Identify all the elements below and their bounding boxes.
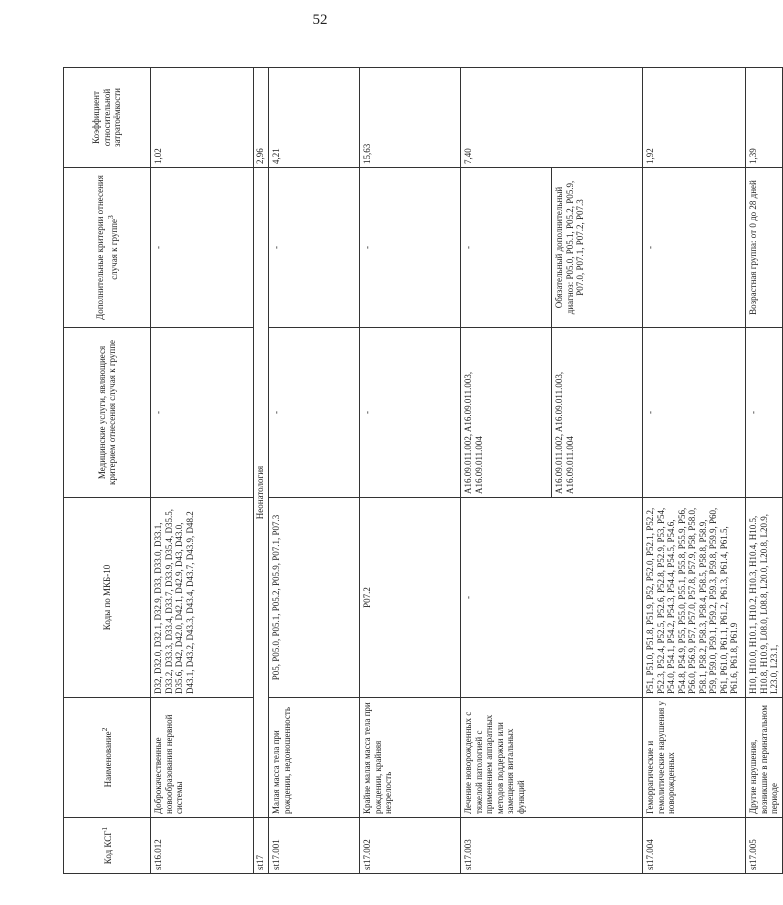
header-code: Код КСГ$^1$ (64, 818, 151, 874)
cell-mkb: H10, H10.0, H10.1, H10.2, H10.3, H10.4, H10.5, H10.8, H10.9, L08.0, L08.8, L20.0, L20.8, L20.9, L23.0, L23.1, (746, 498, 783, 698)
cell-coef: 1,92 (643, 68, 746, 168)
cell-criteria: - (269, 168, 360, 328)
header-criteria: Дополнительные критерии отнесения случая к группе$^3$ (64, 168, 151, 328)
cell-code: st17.003 (461, 818, 643, 874)
cell-services: A16.09.011.002, A16.09.011.003, A16.09.011.004 (552, 328, 643, 498)
cell-coef: 1,39 (746, 68, 783, 168)
cell-coef: 2,96 (254, 68, 269, 168)
section-title: Неонатология (254, 168, 269, 818)
cell-name: Малая масса тела при рождении, недоношенность (269, 698, 360, 818)
header-coef: Коэффициент относительной затратоёмкости (64, 68, 151, 168)
cell-coef: 15,63 (360, 68, 461, 168)
cell-mkb: P51, P51.0, P51.8, P51.9, P52, P52.0, P52.1, P52.2, P52.3, P52.4, P52.5, P52.6, P52.8, P52.9, P53, P54, P54.0, P54.1, P54.2, P54.3, P54.4, P54.5, P54.6, P54.8, P54.9, P55, P55.0, P55.1, P55.8, P55.9, P56, P56.0, P56.9, P57, P57.0, P57.8, P57.9, P58, P58.0, P58.1, P58.2, P58.3, P58.4, P58.5, P58.8, P58.9, P59, P59.0, P59.1, P59.2, P59.3, P59.8, P59.9, P60, P61, P61.0, P61.1, P61.2, P61.3, P61.4, P61.5, P61.6, P61.8, P61.9 (643, 498, 746, 698)
cell-coef: 1,02 (151, 68, 254, 168)
rotated-table-container (63, 68, 779, 874)
cell-mkb: P05, P05.0, P05.1, P05.2, P05.9, P07.1, P07.3 (269, 498, 360, 698)
cell-coef: 4,21 (269, 68, 360, 168)
cell-criteria: - (643, 168, 746, 328)
cell-mkb: P07.2 (360, 498, 461, 698)
table-header-row (64, 68, 151, 874)
cell-criteria: - (360, 168, 461, 328)
cell-name: Геморрагические и гемолитические нарушения у новорожденных (643, 698, 746, 818)
cell-name: Доброкачественные новообразования нервной системы (151, 698, 254, 818)
page-number: 52 (312, 12, 328, 28)
cell-criteria: Обязательный дополнительный диагноз: P05.0, P05.1, P05.2, P05.9, P07.0, P07.1, P07.2, P07.3 (552, 168, 643, 328)
cell-code: st17.005 (746, 818, 783, 874)
table-row (461, 68, 552, 874)
cell-coef: 7,40 (461, 68, 643, 168)
cell-code: st17.004 (643, 818, 746, 874)
cell-services: A16.09.011.002, A16.09.011.003, A16.09.011.004 (461, 328, 552, 498)
table-row (151, 68, 254, 874)
cell-services: - (643, 328, 746, 498)
cell-mkb: - (461, 498, 643, 698)
table-row (269, 68, 360, 874)
cell-services: - (360, 328, 461, 498)
cell-code: st17.001 (269, 818, 360, 874)
cell-services: - (269, 328, 360, 498)
header-services: Медицинские услуги, являющиеся критерием отнесения случая к группе (64, 328, 151, 498)
cell-mkb: D32, D32.0, D32.1, D32.9, D33, D33.0, D33.1, D33.2, D33.3, D33.4, D33.7, D33.9, D35.4, D35.5, D35.6, D42, D42.0, D42.1, D42.9, D43, D43.0, D43.1, D43.2, D43.3, D43.4, D43.7, D43.9, D48.2 (151, 498, 254, 698)
cell-code: st16.012 (151, 818, 254, 874)
cell-criteria: - (461, 168, 552, 328)
cell-criteria: Возрастная группа: от 0 до 28 дней (746, 168, 783, 328)
cell-name: Другие нарушения, возникшие в перинатальном периоде (746, 698, 783, 818)
table-row (746, 68, 783, 874)
cell-services: - (746, 328, 783, 498)
cell-criteria: - (151, 168, 254, 328)
ksg-table (63, 67, 783, 874)
table-row (643, 68, 746, 874)
cell-code: st17 (254, 818, 269, 874)
section-row (254, 68, 269, 874)
header-name: Наименование$^2$ (64, 698, 151, 818)
cell-services: - (151, 328, 254, 498)
cell-name: Лечение новорожденных с тяжелой патологией с применением аппаратных методов поддержки или замещения витальных функций (461, 698, 643, 818)
cell-name: Крайне малая масса тела при рождении, крайняя незрелость (360, 698, 461, 818)
header-mkb: Коды по МКБ-10 (64, 498, 151, 698)
cell-code: st17.002 (360, 818, 461, 874)
table-row (360, 68, 461, 874)
